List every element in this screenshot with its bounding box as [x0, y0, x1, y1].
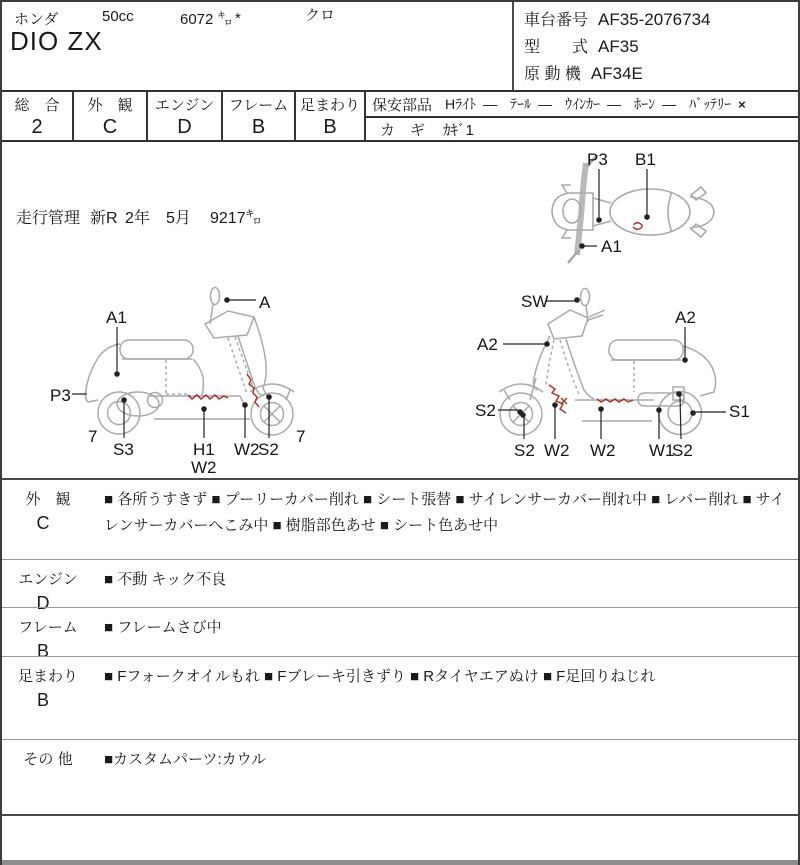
key-value: ｶｷﾞ1: [443, 121, 474, 139]
section-exterior-grade: C: [36, 513, 50, 533]
star-mark: *: [235, 10, 241, 27]
safety-parts-row: [366, 92, 800, 118]
safety-parts-cell: [366, 92, 800, 140]
section-engine: [2, 559, 800, 613]
key-label: カ ギ: [380, 121, 426, 139]
footer-bar: [2, 860, 798, 865]
diagram-label: 7: [88, 427, 98, 446]
rating-overall-label: 総 合: [14, 97, 60, 114]
safety-item-horn: ﾎｰﾝ —: [634, 96, 677, 112]
damage-marks: [633, 223, 642, 230]
section-engine-label: エンジン: [18, 571, 78, 588]
leader-lines: [72, 298, 271, 438]
rating-engine-grade: D: [177, 116, 192, 138]
safety-item-headlight: Hﾗｲﾄ —: [445, 96, 498, 112]
mileage-month: 5月: [166, 210, 191, 227]
diagram-label: A2: [477, 335, 498, 354]
rating-frame-label: フレーム: [228, 97, 289, 114]
scooter-top-view-svg: [537, 147, 787, 267]
chassis-row: [524, 7, 711, 30]
section-undercarriage-text: ■ Fフォークオイルもれ ■ Fブレーキ引きずり ■ Rタイヤエアぬけ ■ F足回りねじれ: [104, 668, 656, 685]
maker-name: ホンダ: [14, 11, 59, 28]
safety-item-tail: ﾃｰﾙ —: [510, 96, 553, 112]
damage-marks: [188, 374, 259, 407]
diagram-label: W1: [649, 441, 675, 460]
diagram-label: W2: [590, 441, 616, 460]
rating-engine: [148, 92, 223, 140]
section-engine-text: ■ 不動 キック不良: [104, 571, 227, 588]
diagram-label: P3: [587, 150, 608, 169]
section-other-text: ■カスタムパーツ:カウル: [104, 751, 267, 768]
model-code-label: 型 式: [524, 39, 589, 56]
engine-cc: 50cc: [102, 8, 134, 25]
section-exterior-label: 外 観: [25, 491, 71, 508]
odometer-top: 6072 ㌔: [180, 11, 233, 28]
section-engine-grade: D: [36, 593, 50, 613]
diagram-label: S2: [258, 440, 279, 459]
diagram-label: W2: [234, 440, 260, 459]
section-other-label: その 他: [23, 751, 73, 768]
mileage-mgmt-label: 走行管理: [16, 210, 81, 227]
section-frame: [2, 607, 800, 661]
diagram-label: S3: [113, 440, 134, 459]
diagram-label: A2: [675, 308, 696, 327]
mileage-era: 新R: [90, 210, 118, 227]
engine-code-row: [524, 61, 643, 84]
scooter-left-view-svg: [42, 282, 322, 482]
rating-frame-grade: B: [251, 116, 266, 138]
diagram-label: H1: [193, 440, 215, 459]
diagram-left-view: [42, 282, 322, 482]
diagram-label: A1: [106, 308, 127, 327]
section-exterior-text: ■ 各所うすきず ■ プーリーカバー削れ ■ シート張替 ■ サイレンサーカバー削れ中 ■ レバー削れ ■ サイレンサーカバーへこみ中 ■ 樹脂部色あせ ■ シート色あせ中: [104, 491, 785, 534]
model-code-row: [524, 34, 639, 57]
header-divider: [512, 2, 514, 90]
scooter-outline: [552, 155, 714, 263]
section-undercarriage-grade: B: [36, 690, 49, 710]
section-exterior: [2, 478, 800, 559]
rating-overall: [2, 92, 74, 140]
safety-item-battery: ﾊﾞｯﾃﾘｰ ×: [689, 96, 746, 112]
model-code: AF35: [598, 37, 639, 56]
diagram-label: S2: [514, 441, 535, 460]
diagram-label: A: [259, 293, 271, 312]
diagram-label: S1: [729, 402, 750, 421]
section-undercarriage: [2, 656, 800, 739]
section-blank: [2, 814, 800, 860]
chassis-number: AF35-2076734: [598, 10, 711, 29]
ratings-table: [2, 90, 800, 142]
diagram-label: 7: [296, 427, 306, 446]
diagram-label: B1: [635, 150, 656, 169]
diagram-right-view: [442, 282, 762, 482]
diagram-label: S2: [672, 441, 693, 460]
rating-frame: [223, 92, 296, 140]
safety-parts-label: 保安部品: [372, 96, 433, 114]
section-undercarriage-label: 足まわり: [17, 668, 78, 685]
diagram-label: W2: [544, 441, 570, 460]
rating-overall-grade: 2: [31, 116, 43, 138]
key-row: [366, 118, 800, 140]
section-other: [2, 739, 800, 814]
rating-engine-label: エンジン: [154, 97, 215, 114]
rating-exterior-label: 外 観: [87, 97, 133, 114]
model-name: DIO ZX: [10, 26, 103, 56]
diagram-label: A1: [601, 237, 622, 256]
body-color: クロ: [305, 7, 336, 24]
engine-code-label: 原 動 機: [524, 66, 581, 83]
section-frame-grade: B: [36, 641, 49, 661]
engine-code: AF34E: [590, 64, 643, 83]
section-frame-text: ■ フレームさび中: [104, 619, 222, 636]
diagram-label: P3: [50, 386, 71, 405]
diagram-label: S2: [475, 401, 496, 420]
rating-undercarriage-label: 足まわり: [299, 97, 360, 114]
mileage-year: 2年: [125, 210, 150, 227]
section-frame-label: フレーム: [18, 619, 78, 636]
chassis-label: 車台番号: [524, 12, 589, 29]
diagram-label: W2: [191, 458, 217, 477]
rating-exterior-grade: C: [102, 116, 118, 138]
mileage-km: 9217㌔: [210, 210, 262, 227]
rating-exterior: [74, 92, 148, 140]
rating-undercarriage: [296, 92, 366, 140]
diagram-label: SW: [521, 292, 549, 311]
damage-marks: [549, 385, 633, 413]
rating-undercarriage-grade: B: [323, 116, 337, 138]
safety-item-winker: ｳｲﾝｶｰ —: [565, 96, 622, 112]
diagram-top-view: [537, 147, 787, 267]
